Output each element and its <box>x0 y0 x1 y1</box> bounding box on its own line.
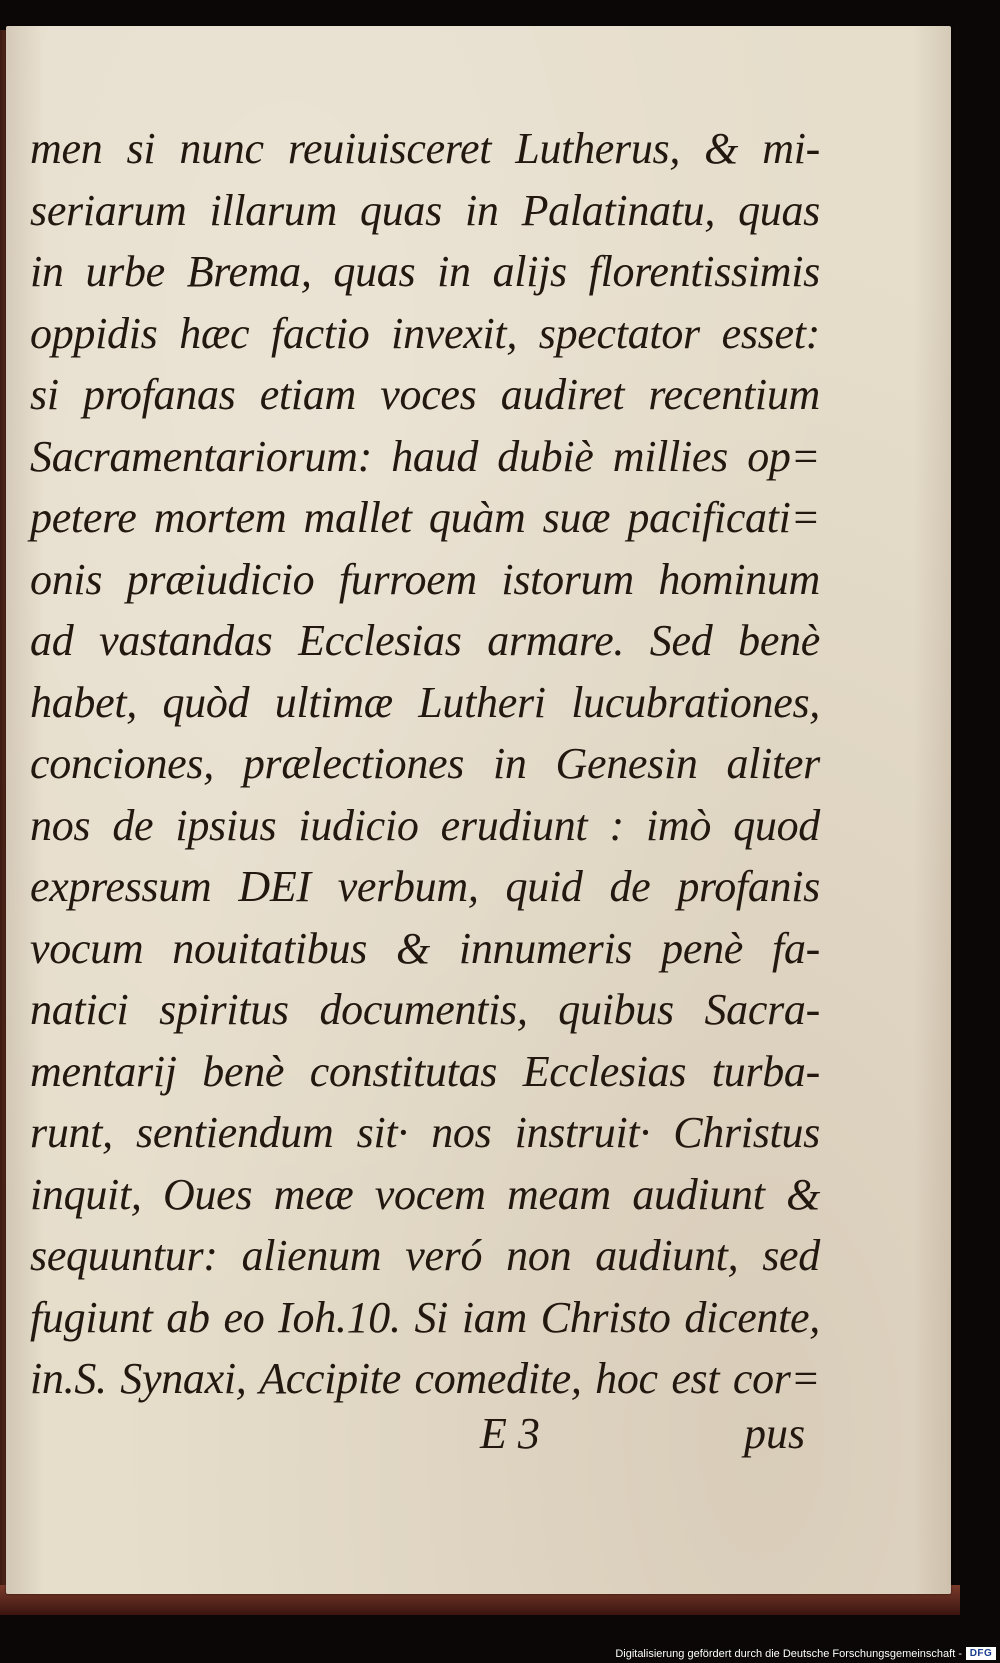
text-line: conciones, prælectiones in Genesin aliter <box>30 739 820 788</box>
text-line: Sacramentariorum: haud dubiè millies op= <box>30 431 820 481</box>
text-line: oppidis hæc factio invexit, spectator esset: <box>30 308 820 358</box>
text-line: in.S. Synaxi, Accipite comedite, hoc est cor= <box>30 1354 820 1403</box>
credit-text: Digitalisierung gefördert durch die Deutsche Forschungsgemeinschaft - <box>615 1648 962 1660</box>
book-page <box>6 26 951 1594</box>
text-line: fugiunt ab eo Ioh.10. Si iam Christo dicente, <box>30 1292 820 1342</box>
text-line: ad vastandas Ecclesias armare. Sed benè <box>30 616 820 665</box>
signature-mark: E 3 <box>480 1409 540 1458</box>
text-line: men si nunc reuiuisceret Lutherus, & mi- <box>30 124 820 173</box>
page-footer <box>30 1404 820 1464</box>
text-line: nos de ipsius iudicio erudiunt : imò quod <box>30 800 820 850</box>
text-line: in urbe Brema, quas in alijs florentissimis <box>30 247 820 296</box>
text-line: mentarij benè constitutas Ecclesias turba- <box>30 1046 820 1096</box>
text-line: petere mortem mallet quàm suæ pacificati= <box>30 493 820 542</box>
text-line: inquit, Oues meæ vocem meam audiunt & <box>30 1169 820 1219</box>
text-line: natici spiritus documentis, quibus Sacra- <box>30 985 820 1034</box>
text-line: vocum nouitatibus & innumeris penè fa- <box>30 923 820 973</box>
text-line: seriarum illarum quas in Palatinatu, quas <box>30 185 820 235</box>
dfg-logo: DFG <box>966 1647 996 1660</box>
catchword: pus <box>744 1409 806 1458</box>
page-text-block <box>30 118 820 1410</box>
text-line: si profanas etiam voces audiret recentium <box>30 370 820 419</box>
text-line: habet, quòd ultimæ Lutheri lucubrationes, <box>30 677 820 727</box>
text-line: onis præiudicio furroem istorum hominum <box>30 554 820 604</box>
digitization-credit-bar <box>0 1645 1000 1663</box>
text-line: expressum DEI verbum, quid de profanis <box>30 862 820 911</box>
text-line: sequuntur: alienum veró non audiunt, sed <box>30 1231 820 1280</box>
text-line: runt, sentiendum sit· nos instruit· Christus <box>30 1108 820 1157</box>
